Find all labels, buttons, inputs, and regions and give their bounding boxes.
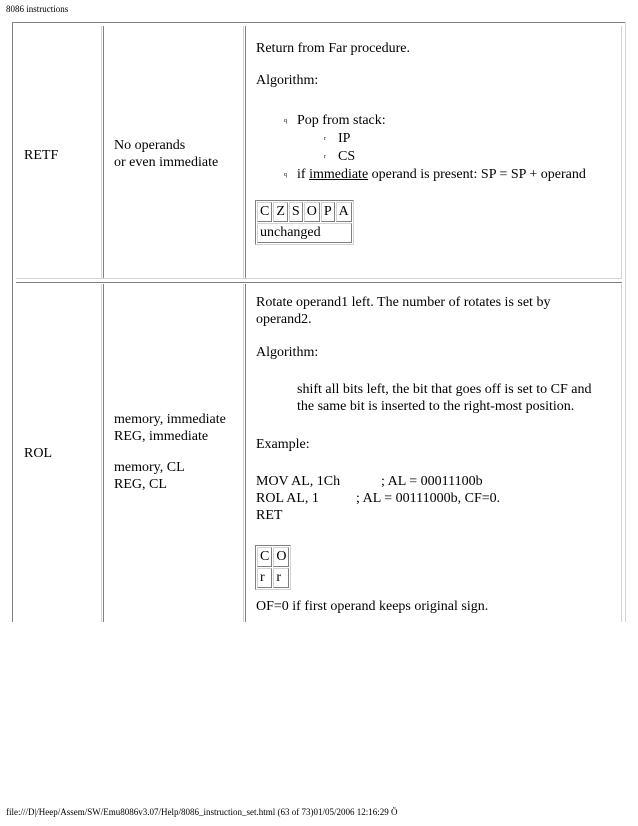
algorithm-line: the same bit is inserted to the right-most position. — [297, 399, 575, 414]
algorithm-text-rol — [297, 381, 619, 415]
mnemonic-retf: RETF — [24, 148, 59, 163]
bullet-square-icon: q — [284, 172, 287, 178]
operand-line: or even immediate — [114, 155, 219, 170]
algorithm-substep: CS — [338, 149, 356, 164]
algorithm-label-retf: Algorithm: — [256, 73, 319, 88]
algorithm-substep: IP — [338, 131, 351, 146]
mnemonic-rol: ROL — [24, 446, 52, 461]
flags-header-row — [257, 547, 289, 567]
page-footer-url: file:///D|/Heep/Assem/SW/Emu8086v3.07/Help/8086_instruction_set.html (63 of 73)01/05/2006 12:16:29 Ö — [6, 807, 398, 817]
row-sep-a — [16, 278, 622, 279]
col-sep-6a — [621, 284, 622, 622]
operand-line: REG, CL — [114, 477, 167, 492]
flags-value-row — [257, 568, 289, 588]
flags-box-retf — [255, 200, 354, 245]
col-sep-4b — [103, 284, 104, 622]
table-border-right — [625, 22, 626, 622]
col-sep-5a — [243, 284, 244, 622]
flags-table — [255, 200, 354, 245]
algorithm-label-rol: Algorithm: — [256, 345, 319, 360]
bullet-sub-icon: r — [324, 154, 326, 160]
col-sep-2a — [243, 26, 244, 278]
flags-header-row — [257, 202, 352, 222]
row-sep-b — [16, 282, 622, 283]
code-comment: ; AL = 00111000b, CF=0. — [356, 491, 501, 506]
description-line: Rotate operand1 left. The number of rotates is set by — [256, 295, 551, 310]
col-sep-1b — [103, 26, 104, 278]
flag-c: C — [257, 202, 272, 222]
col-sep-4a — [101, 284, 102, 622]
algorithm-text: if — [297, 167, 310, 182]
flag-a: A — [336, 202, 352, 222]
code-line — [256, 490, 616, 507]
algorithm-line: shift all bits left, the bit that goes off is set to CF and — [297, 382, 592, 397]
description-retf: Return from Far procedure. — [256, 41, 410, 56]
example-code-rol — [256, 473, 616, 524]
algorithm-text: operand is present: SP = SP + operand — [368, 167, 586, 182]
flag-c-value: r — [257, 568, 272, 588]
description-line: operand2. — [256, 312, 312, 327]
table-border-left — [12, 22, 13, 622]
code-instruction: MOV AL, 1Ch — [256, 474, 341, 489]
operands-rol — [114, 411, 226, 493]
flags-table — [255, 545, 291, 590]
flag-c: C — [257, 547, 272, 567]
example-label-rol: Example: — [256, 437, 310, 452]
operand-line: memory, CL — [114, 460, 185, 475]
note-rol: OF=0 if first operand keeps original sign. — [256, 599, 489, 614]
description-rol — [256, 294, 616, 328]
col-sep-5b — [245, 284, 246, 622]
flag-z: Z — [273, 202, 288, 222]
code-comment: ; AL = 00011100b — [381, 474, 483, 489]
code-line — [256, 473, 616, 490]
page-header-title: 8086 instructions — [6, 4, 69, 14]
table-border-top — [12, 22, 626, 23]
instruction-table — [12, 22, 626, 622]
flags-box-rol — [255, 545, 291, 590]
bullet-sub-icon: r — [324, 136, 326, 142]
algorithm-step — [297, 166, 586, 183]
flags-value: unchanged — [257, 223, 352, 243]
immediate-link[interactable]: immediate — [309, 167, 369, 182]
operand-line: memory, immediate — [114, 412, 226, 427]
flags-value-row — [257, 223, 352, 243]
flag-p: P — [321, 202, 335, 222]
operands-retf — [114, 137, 218, 171]
algorithm-step: Pop from stack: — [297, 113, 386, 128]
col-sep-1a — [101, 26, 102, 278]
flag-o: O — [304, 202, 320, 222]
code-line — [256, 507, 616, 524]
algorithm-list-retf — [284, 112, 624, 182]
col-sep-2b — [245, 26, 246, 278]
operand-line: REG, immediate — [114, 429, 209, 444]
flag-o-value: r — [273, 568, 289, 588]
code-instruction: RET — [256, 508, 283, 523]
flag-o: O — [273, 547, 289, 567]
flag-s: S — [289, 202, 303, 222]
operand-line: No operands — [114, 138, 186, 153]
bullet-square-icon: q — [284, 118, 287, 124]
code-instruction: ROL AL, 1 — [256, 491, 319, 506]
